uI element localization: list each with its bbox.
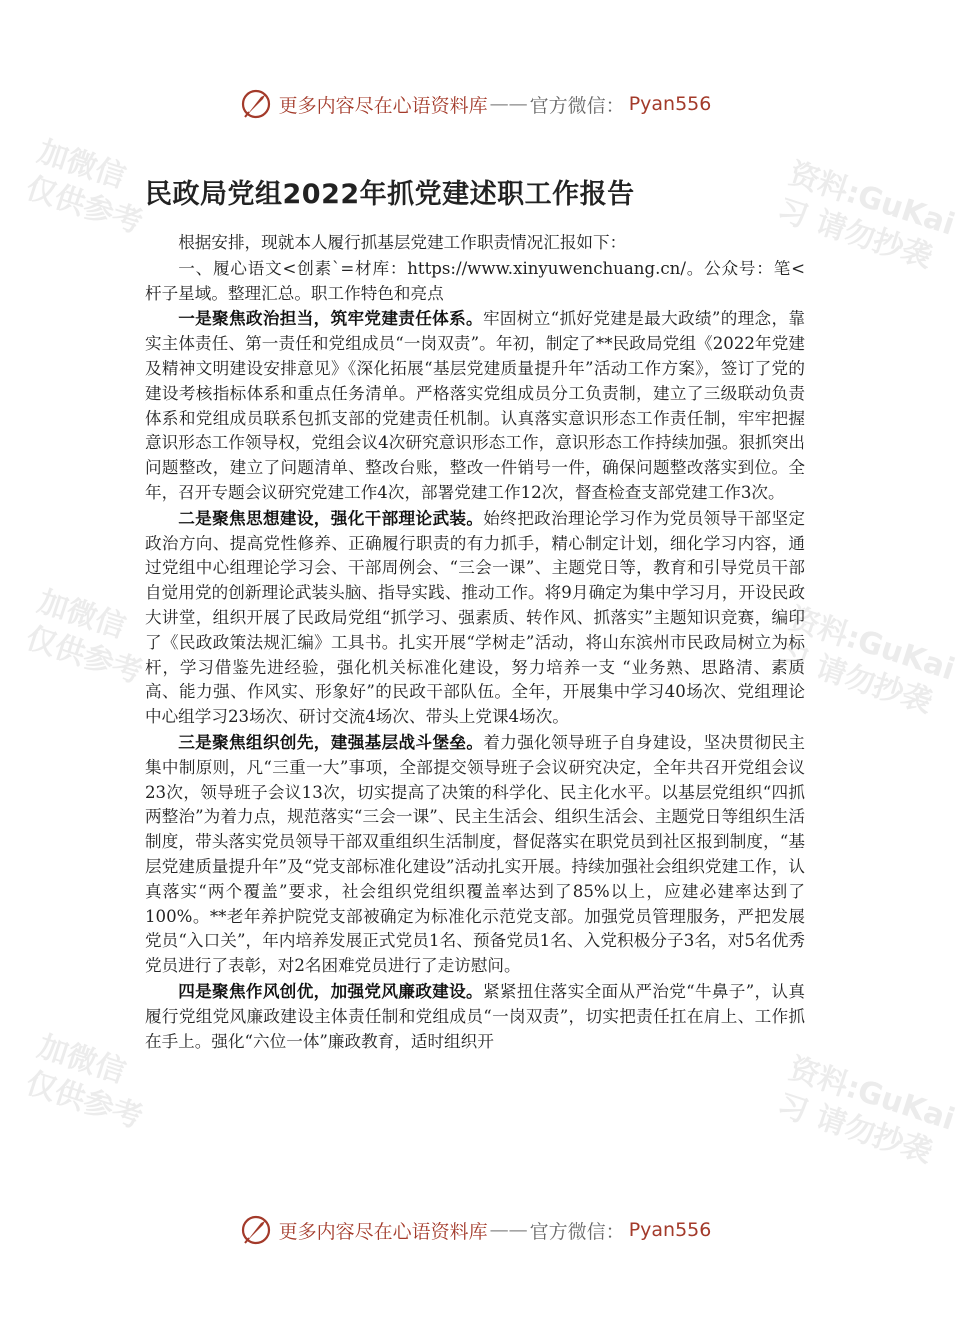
- banner-main-text: 更多内容尽在心语资料库: [278, 1220, 488, 1243]
- paragraph: 一、履心语文<创素`=材库：https://www.xinyuwenchuang.cn/。公众号：笔<杆子星域。整理汇总。职工作特色和亮点: [145, 258, 805, 303]
- paragraph: 一是聚焦政治担当，筑牢党建责任体系。牢固树立“抓好党建是最大政绩”的理念，靠实主体责任、第一责任和党组成员“一岗双责”。年初，制定了**民政局党组《2022年党建及精神文明建设安排意见》《深化拓展“基层党建质量提升年”活动工作方案》，签订了党的建设考核指标体系和重点任务清单。严格落实党组成员分工负责制，建立了三级联动负责体系和党组成员联系包抓支部的党建责任机制。认真落实意识形态工作责任制，牢牢把握意识形态工作领导权，党组会议4次研究意识形态工作，意识形态工作持续加强。狠抓突出问题整改，建立了问题清单、整改台账，整改一件销号一件，确保问题整改落实到位。全年，召开专题会议研究党建工作4次，部署党建工作12次，督查检查支部党建工作3次。: [145, 308, 806, 502]
- paragraph: 四是聚焦作风创优，加强党风廉政建设。紧紧扭住落实全面从严治党“牛鼻子”，认真履行党组党风廉政建设主体责任制和党组成员“一岗双责”，切实把责任扛在肩上、工作抓在手上。强化“六位一体”廉政教育，适时组织开: [145, 980, 806, 1051]
- paragraph: 二是聚焦思想建设，强化干部理论武装。始终把政治理论学习作为党员领导干部坚定政治方向、提高党性修养、正确履行职责的有力抓手，精心制定计划，细化学习内容，通过党组中心组理论学习会、干部周例会、“三会一课”、主题党日等，教育和引导党员干部自觉用党的创新理论武装头脑、指导实践、推动工作。将9月确定为集中学习月，开设民政大讲堂，组织开展了民政局党组“抓学习、强素质、转作风、抓落实”主题知识竞赛，编印了《民政政策法规汇编》工具书。扎实开展“学树走”活动，将山东滨州市民政局树立为标杆，学习借鉴先进经验，强化机关标准化建设，努力培养一支 “业务熟、思路清、素质高、能力强、作风实、形象好”的民政干部队伍。全年，开展集中学习40场次、党组理论中心组学习23场次、研讨交流4场次、带头上党课4场次。: [145, 507, 805, 727]
- paragraph: 三是聚焦组织创先，建强基层战斗堡垒。着力强化领导班子自身建设，坚决贯彻民主集中制原则，凡“三重一大”事项，全部提交领导班子会议研究决定，全年共召开党组会议23次，领导班子会议13次，切实提高了决策的科学化、民主化水平。以基层党组织“四抓两整治”为着力点，规范落实“三会一课”、民主生活会、组织生活会、主题党日等组织生活制度，带头落实党员领导干部双重组织生活制度，督促落实在职党员到社区报到制度，“基层党建质量提升年”及“党支部标准化建设”活动扎实开展。持续加强社会组织党建工作，认真落实“两个覆盖”要求，社会组织党组织覆盖率达到了85%以上，应建必建率达到了100%。**老年养护院党支部被确定为标准化示范党支部。加强党员管理服务，严把发展党员“入口关”，年内培养发展正式党员1名、预备党员1名、入党积极分子3名，对5名优秀党员进行了表彰，对2名困难党员进行了走访慰问。: [145, 731, 805, 976]
- banner-wechat-id: Pyan556: [628, 93, 712, 115]
- paragraph-heading: 四是聚焦作风创优，加强党风廉政建设。: [178, 980, 483, 1001]
- paragraph-heading: 一是聚焦政治担当，筑牢党建责任体系。: [178, 308, 483, 329]
- watermark-right: 资料:GuKai 习 请勿抄袭: [773, 1051, 959, 1170]
- paragraph-heading: 二是聚焦思想建设，强化干部理论武装。: [178, 507, 484, 528]
- banner-main-text: 更多内容尽在心语资料库: [278, 94, 488, 117]
- watermark-left: 加微信 仅供参考: [21, 1029, 147, 1136]
- watermark-left: 加微信 仅供参考: [21, 584, 147, 691]
- banner-separator: ——: [489, 1219, 528, 1241]
- watermark-right: 资料:GuKai 习 请勿抄袭: [773, 156, 959, 275]
- footer-banner: [0, 1210, 950, 1250]
- banner-wechat-id: Pyan556: [628, 1219, 712, 1241]
- document-body: [145, 230, 805, 1054]
- quill-logo-icon: [239, 1213, 273, 1247]
- banner-wechat-label: 官方微信：: [529, 94, 625, 117]
- watermark-right: 资料:GuKai 习 请勿抄袭: [773, 601, 959, 720]
- banner-wechat-label: 官方微信：: [529, 1220, 625, 1243]
- header-banner: [0, 84, 950, 124]
- paragraph: 根据安排，现就本人履行抓基层党建工作职责情况汇报如下：: [178, 233, 627, 252]
- watermark-left: 加微信 仅供参考: [21, 134, 147, 241]
- document-title: 民政局党组2022年抓党建述职工作报告: [145, 179, 635, 210]
- quill-logo-icon: [239, 87, 273, 121]
- banner-separator: ——: [489, 93, 528, 115]
- paragraph-heading: 三是聚焦组织创先，建强基层战斗堡垒。: [178, 731, 484, 752]
